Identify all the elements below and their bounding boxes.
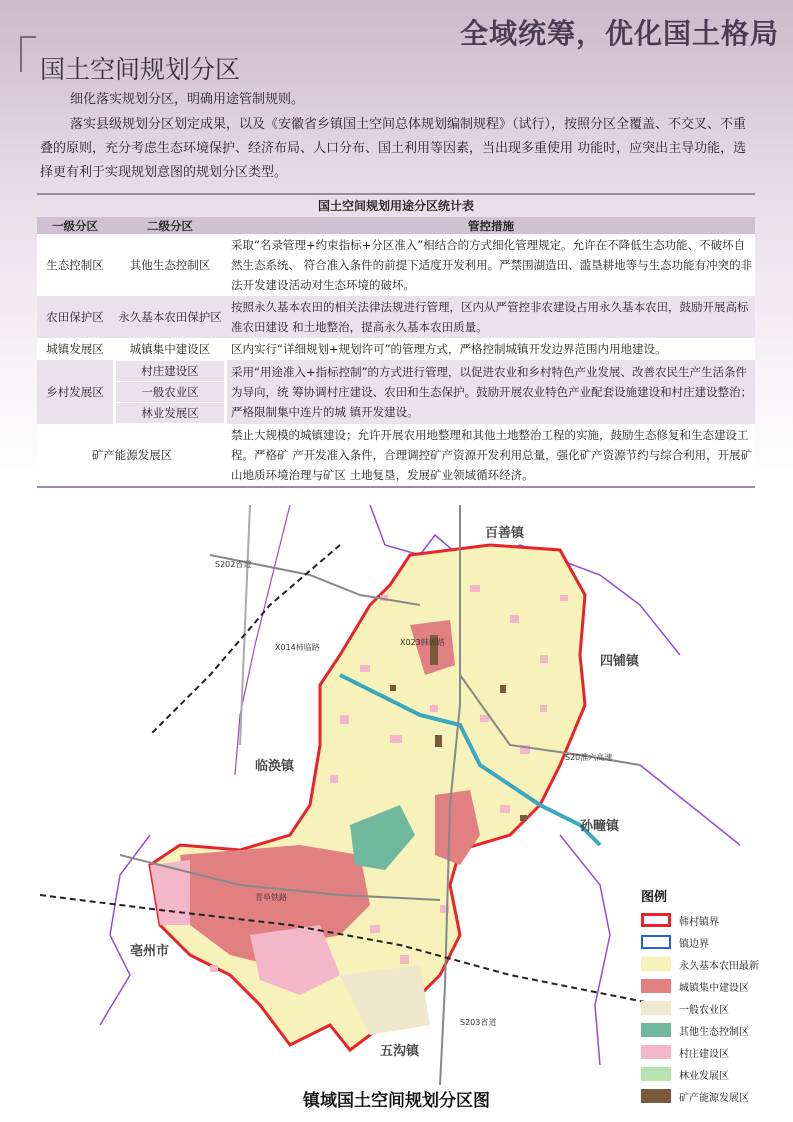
table-row xyxy=(37,360,755,424)
road-label: S203省道 xyxy=(460,1018,497,1027)
table-cell: 矿产能源发展区 xyxy=(37,424,227,487)
table-cell: 农田保护区 xyxy=(37,296,113,338)
legend-swatch xyxy=(641,913,671,927)
city-label: 亳州市 xyxy=(130,944,170,959)
table-header-level1: 一级分区 xyxy=(37,217,113,234)
legend-swatch xyxy=(641,1001,671,1015)
legend-item xyxy=(641,1063,771,1085)
legend-label: 韩村镇界 xyxy=(679,916,719,928)
town-label: 四铺镇 xyxy=(600,654,640,669)
road-label: S20淮六高速 xyxy=(565,753,613,762)
legend-item xyxy=(641,997,771,1019)
table-cell-subzones xyxy=(113,360,227,424)
page-slogan: 全域统筹，优化国土格局 xyxy=(459,17,779,50)
title-bracket-decoration xyxy=(20,36,36,72)
table-cell: 永久基本农田保护区 xyxy=(113,296,227,338)
town-label: 孙疃镇 xyxy=(580,819,620,834)
legend-item xyxy=(641,931,771,953)
legend-label: 城镇集中建设区 xyxy=(679,982,749,994)
legend-label: 林业发展区 xyxy=(679,1070,729,1082)
section-title: 国土空间规划分区 xyxy=(40,55,241,84)
legend-swatch xyxy=(641,957,671,971)
intro-paragraph-1: 细化落实规划分区，明确用途管制规则。 xyxy=(70,92,305,107)
legend-label: 镇边界 xyxy=(679,938,709,950)
table-header-measure: 管控措施 xyxy=(227,217,755,234)
town-label: 临涣镇 xyxy=(255,759,295,774)
table-header-level2: 二级分区 xyxy=(113,217,227,234)
legend-label: 其他生态控制区 xyxy=(679,1026,749,1038)
legend-title: 图例 xyxy=(641,890,668,905)
table-cell: 其他生态控制区 xyxy=(113,234,227,296)
road-label: X023韩郭路 xyxy=(400,638,445,647)
legend-label: 矿产能源发展区 xyxy=(679,1092,749,1104)
subzone-label: 一般农业区 xyxy=(116,382,224,402)
road-label: S202省道 xyxy=(215,560,252,569)
legend-swatch xyxy=(641,1067,671,1081)
table-cell: 乡村发展区 xyxy=(37,360,113,424)
zoning-table xyxy=(37,193,755,488)
table-cell: 城镇集中建设区 xyxy=(113,338,227,360)
legend-label: 村庄建设区 xyxy=(679,1048,729,1060)
map-caption: 镇域国土空间规划分区图 xyxy=(303,1091,490,1111)
legend-item xyxy=(641,909,771,931)
intro-paragraph-2: 落实县级规划分区划定成果，以及《安徽省乡镇国土空间总体规划编制规程》（试行），按照分区全覆盖、不交叉、不重叠的原则，充分考虑生态环境保护、经济布局、人口分布、国土利用等因素，当出现多重使用 功能时，应突出主导功能，选择更有利于实现规划意图的规划分区类型。 xyxy=(40,117,747,180)
legend-item xyxy=(641,1041,771,1063)
table-cell: 禁止大规模的城镇建设；允许开展农用地整理和其他土地整治工程的实施，鼓励生态修复和生态建设工程。严格矿 产开发准入条件，合理调控矿产资源开发利用总量，强化矿产资源节约与综合利用，开展矿山地质环境治理与矿区 土地复垦，发展矿业领域循环经济。 xyxy=(227,424,755,487)
legend-item xyxy=(641,1085,771,1107)
legend-item xyxy=(641,975,771,997)
table-row xyxy=(37,338,755,360)
legend-item xyxy=(641,1019,771,1041)
legend-swatch xyxy=(641,1045,671,1059)
table-cell: 采用“用途准入+指标控制”的方式进行管理，以促进农业和乡村特色产业发展、改善农民生产生活条件为导向，统 筹协调村庄建设、农田和生态保护。鼓励开展农业特色产业配套设施建设和村庄建设整治；严格限制集中连片的城 镇开发建设。 xyxy=(227,360,755,424)
legend-swatch xyxy=(641,935,671,949)
legend-swatch xyxy=(641,1089,671,1103)
table-cell: 采取“名录管理+约束指标+分区准入”相结合的方式细化管理规定。允许在不降低生态功能、不破坏自然生态系统、 符合准入条件的前提下适度开发利用。严禁围湖造田、滥垦耕地等与生态功能有冲突的非法开发建设活动对生态环境的破坏。 xyxy=(227,234,755,296)
table-cell: 城镇发展区 xyxy=(37,338,113,360)
table-cell: 生态控制区 xyxy=(37,234,113,296)
subzone-label: 林业发展区 xyxy=(116,403,224,423)
town-label: 百善镇 xyxy=(485,526,525,541)
subzone-label: 村庄建设区 xyxy=(116,361,224,381)
legend-label: 一般农业区 xyxy=(679,1004,729,1016)
legend-swatch xyxy=(641,979,671,993)
railway-label: 青阜铁路 xyxy=(255,893,287,902)
legend-label: 永久基本农田最新 xyxy=(679,960,759,972)
table-row xyxy=(37,424,755,487)
table-cell: 区内实行“详细规划+规划许可”的管理方式，严格控制城镇开发边界范围内用地建设。 xyxy=(227,338,755,360)
town-label: 五沟镇 xyxy=(380,1044,420,1059)
legend-item xyxy=(641,953,771,975)
table-row xyxy=(37,296,755,338)
road-label: X014柿临路 xyxy=(275,643,320,652)
legend-swatch xyxy=(641,1023,671,1037)
table-title: 国土空间规划用途分区统计表 xyxy=(37,193,755,217)
map-legend xyxy=(641,886,771,1107)
table-cell: 按照永久基本农田的相关法律法规进行管理，区内从严管控非农建设占用永久基本农田，鼓励开展高标准农田建设 和土地整治，提高永久基本农田质量。 xyxy=(227,296,755,338)
table-row xyxy=(37,234,755,296)
